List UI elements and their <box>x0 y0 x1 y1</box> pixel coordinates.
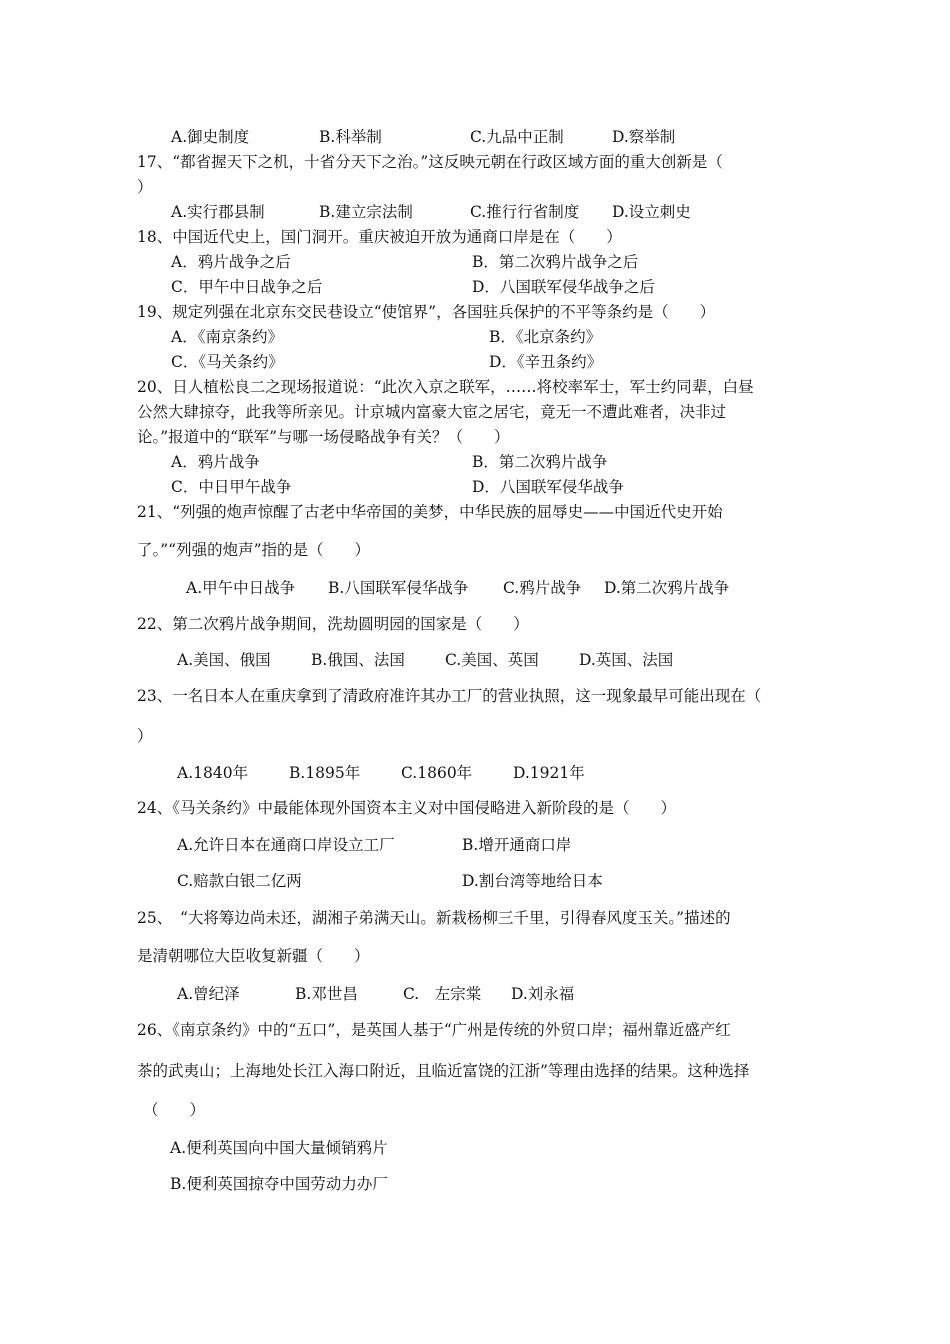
q26-stem-line2: 茶的武夷山；上海地处长江入海口附近，且临近富饶的江浙”等理由选择的结果。这种选择 <box>137 1062 750 1080</box>
q23-stem-line1: 23、一名日本人在重庆拿到了清政府准许其办工厂的营业执照，这一现象最早可能出现在（ <box>137 687 762 705</box>
q26-option-a: A.便利英国向中国大量倾销鸦片 <box>170 1139 388 1157</box>
q17-option-c: C.推行行省制度 <box>470 203 580 221</box>
q25-option-a: A.曾纪泽 <box>177 985 240 1003</box>
q25-stem-line1: 25、 “大将筹边尚未还，湖湘子弟满天山。新栽杨柳三千里，引得春风度玉关。”描述的 <box>137 909 731 927</box>
q16-option-c: C.九品中正制 <box>470 128 564 146</box>
q20-option-c: C．中日甲午战争 <box>171 478 292 496</box>
q21-option-a: A.甲午中日战争 <box>186 579 296 597</box>
q22-option-b: B.俄国、法国 <box>311 651 405 669</box>
q25-option-c: C. 左宗棠 <box>403 985 482 1003</box>
q16-option-a: A.御史制度 <box>171 128 250 146</box>
q19-option-c: C．《马关条约》 <box>171 353 284 371</box>
q17-option-a: A.实行郡县制 <box>171 203 265 221</box>
q24-option-c: C.赔款白银二亿两 <box>177 872 302 890</box>
q24-option-b: B.增开通商口岸 <box>462 836 572 854</box>
q23-option-b: B.1895年 <box>289 764 361 782</box>
q22-option-c: C.美国、英国 <box>445 651 539 669</box>
q20-stem-line1: 20、日人植松良二之现场报道说：“此次入京之联军，……将校率军士，军士约同辈，白昼 <box>137 378 754 396</box>
q18-option-a: A．鸦片战争之后 <box>171 253 291 271</box>
q26-option-b: B.便利英国掠夺中国劳动力办厂 <box>170 1175 388 1193</box>
q26-stem-line3: （ ） <box>143 1101 206 1119</box>
q26-stem-line1: 26、《南京条约》中的“五口”，是英国人基于“广州是传统的外贸口岸；福州靠近盛产红 <box>137 1021 731 1039</box>
q18-option-d: D．八国联军侵华战争之后 <box>472 278 655 296</box>
q22-option-d: D.英国、法国 <box>579 651 674 669</box>
q21-option-b: B.八国联军侵华战争 <box>328 579 469 597</box>
q20-option-d: D．八国联军侵华战争 <box>472 478 624 496</box>
q23-option-a: A.1840年 <box>177 764 249 782</box>
q18-stem: 18、中国近代史上，国门洞开。重庆被迫开放为通商口岸是在（ ） <box>137 228 622 246</box>
q21-option-c: C.鸦片战争 <box>503 579 582 597</box>
q17-option-d: D.设立刺史 <box>612 203 691 221</box>
q25-stem-line2: 是清朝哪位大臣收复新疆（ ） <box>137 947 370 965</box>
q19-stem: 19、规定列强在北京东交民巷设立“使馆界”，各国驻兵保护的不平等条约是（ ） <box>137 303 716 321</box>
q20-option-b: B．第二次鸦片战争 <box>472 453 608 471</box>
q21-stem-line1: 21、“列强的炮声惊醒了古老中华帝国的美梦，中华民族的屈辱史——中国近代史开始 <box>137 503 723 521</box>
q24-option-d: D.割台湾等地给日本 <box>462 872 603 890</box>
q16-option-b: B.科举制 <box>319 128 382 146</box>
q18-option-b: B．第二次鸦片战争之后 <box>472 253 639 271</box>
q25-option-b: B.邓世昌 <box>295 985 358 1003</box>
q23-option-d: D.1921年 <box>513 764 585 782</box>
q20-stem-line3: 论。”报道中的“联军”与哪一场侵略战争有关？（ ） <box>137 428 510 446</box>
q19-option-a: A．《南京条约》 <box>171 328 283 346</box>
q18-option-c: C．甲午中日战争之后 <box>171 278 323 296</box>
q21-stem-line2: 了。”“列强的炮声”指的是（ ） <box>137 541 371 559</box>
q20-option-a: A．鸦片战争 <box>171 453 260 471</box>
q17-option-b: B.建立宗法制 <box>319 203 413 221</box>
q16-option-d: D.察举制 <box>612 128 676 146</box>
q24-option-a: A.允许日本在通商口岸设立工厂 <box>177 836 395 854</box>
q20-stem-line2: 公然大肆掠夺，此我等所亲见。计京城内富豪大宦之居宅，竟无一不遭此难者，决非过 <box>137 403 727 421</box>
q25-option-d: D.刘永福 <box>511 985 575 1003</box>
q22-option-a: A.美国、俄国 <box>177 651 271 669</box>
q22-stem: 22、第二次鸦片战争期间，洗劫圆明园的国家是（ ） <box>137 615 529 633</box>
q24-stem: 24、《马关条约》中最能体现外国资本主义对中国侵略进入新阶段的是（ ） <box>137 799 676 817</box>
q21-option-d: D.第二次鸦片战争 <box>604 579 730 597</box>
q17-stem-line2: ） <box>137 178 153 196</box>
q19-option-b: B．《北京条约》 <box>489 328 602 346</box>
q19-option-d: D．《辛丑条约》 <box>489 353 603 371</box>
q23-stem-line2: ） <box>137 727 153 745</box>
q17-stem-line1: 17、“都省握天下之机，十省分天下之治。”这反映元朝在行政区域方面的重大创新是（ <box>137 153 723 171</box>
q23-option-c: C.1860年 <box>401 764 473 782</box>
